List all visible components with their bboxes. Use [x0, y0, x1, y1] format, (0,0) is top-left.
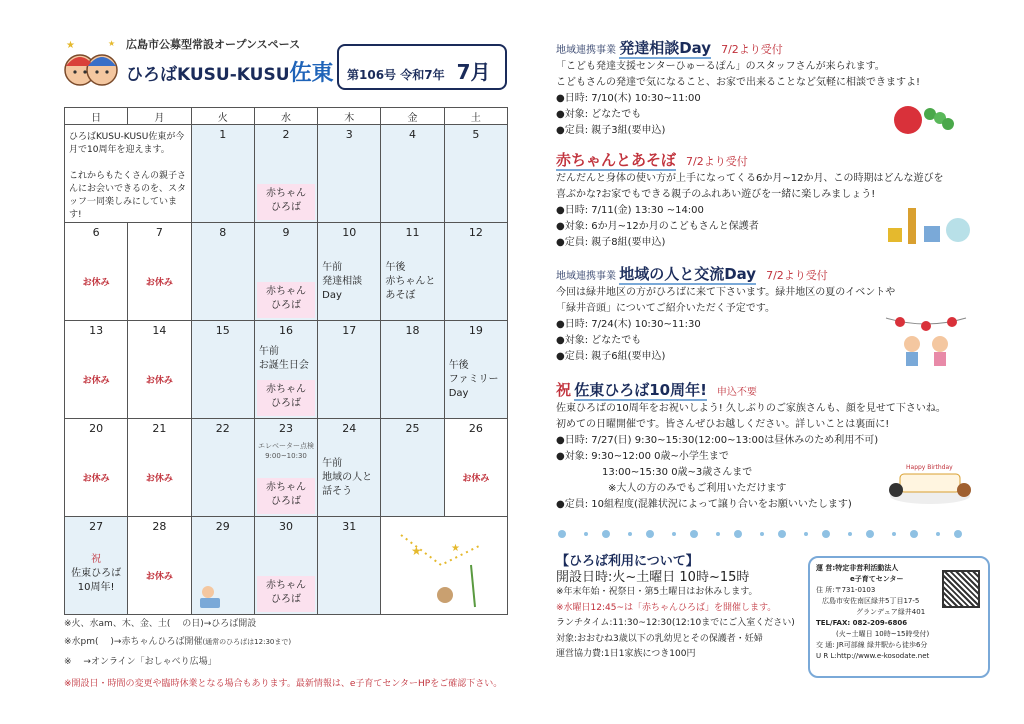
day-cell-13	[65, 321, 128, 419]
section-mark: 祝	[556, 381, 572, 399]
section-line: ●日時: 7/11(金) 13:30 ~14:00	[556, 205, 704, 216]
closed-label: お休み	[82, 474, 110, 484]
section-line: ●対象: 6か月~12か月のこどもさんと保護者	[556, 221, 759, 232]
day-cell-19	[444, 321, 507, 419]
section-title: 赤ちゃんとあそぼ	[556, 151, 677, 169]
day-cell-3	[318, 125, 381, 223]
day-number: 29	[215, 520, 230, 533]
event-line: 午前	[258, 346, 279, 357]
closed-label: お休み	[462, 474, 490, 484]
weekday-tue: 火	[191, 108, 254, 125]
event-line: 発達相談	[322, 276, 363, 287]
birthday-cake-illustration	[886, 460, 974, 504]
section-line: 「緑井音頭」についてご紹介いただく予定です。	[556, 303, 775, 314]
org-line: TEL/FAX: 082-209-6806	[816, 619, 908, 627]
akachan-hiroba-badge	[257, 184, 315, 220]
section-date: 7/2より受付	[686, 155, 748, 168]
day-number: 7	[155, 226, 163, 239]
akachan-hiroba-badge	[257, 380, 315, 416]
akachan-hiroba-badge	[257, 478, 315, 514]
event-label	[385, 261, 435, 303]
event-label	[65, 553, 127, 595]
org-line: 住 所:〒731-0103	[816, 586, 876, 594]
day-cell-23	[254, 419, 317, 517]
badge-line-1: 赤ちゃん	[265, 188, 306, 199]
footnote-online: ※ →オンライン「おしゃべり広場」	[64, 657, 217, 667]
org-line: (火~土曜日 10時~15時受付)	[836, 630, 930, 638]
section-line: こどもさんの発達で気になること、お家で出来ることなど気軽に相談できますよ!	[556, 77, 921, 88]
baby-toys-icon	[884, 202, 978, 248]
day-number: 26	[468, 422, 483, 435]
day-cell-10	[318, 223, 381, 321]
section-line: 喜ぶかな?お家でもできる親子のふれあい遊びを一緒に楽しみましょう!	[556, 189, 876, 200]
section-line: ●定員: 10組程度(混雑状況によって譲り合いをお願いいたします)	[556, 499, 852, 510]
dots-divider	[556, 528, 976, 540]
day-cell-16	[254, 321, 317, 419]
day-number: 12	[468, 226, 483, 239]
weekday-mon: 月	[128, 108, 191, 125]
day-cell-31	[318, 517, 381, 615]
calendar-week-5	[65, 517, 508, 615]
section-date: 7/2より受付	[721, 43, 783, 56]
day-number: 11	[405, 226, 420, 239]
day-number: 16	[278, 324, 293, 337]
section-title: 佐東ひろば10周年!	[574, 381, 707, 399]
day-cell-1	[191, 125, 254, 223]
event-line: 午前	[322, 458, 343, 469]
day-number: 17	[342, 324, 357, 337]
section-line: ●対象: どなたでも	[556, 335, 642, 346]
badge-line-2: ひろば	[270, 300, 301, 311]
event-line: 10周年!	[77, 582, 115, 593]
intro-text-2: これからもたくさんの親子さんにお会いできるのを、スタッフ一同楽しみにしています!	[69, 171, 187, 220]
section-prefix: 地域連携事業	[556, 45, 616, 56]
day-cell-9	[254, 223, 317, 321]
day-number: 23	[278, 422, 293, 435]
day-cell-30	[254, 517, 317, 615]
section-title: 発達相談Day	[619, 39, 712, 57]
day-number: 25	[405, 422, 420, 435]
day-number: 21	[152, 422, 167, 435]
section-line: 初めての日曜開催です。皆さんぜひお越しください。詳しいことは裏面に!	[556, 419, 890, 430]
day-cell-29	[191, 517, 254, 615]
day-number: 20	[89, 422, 104, 435]
section-prefix: 地域連携事業	[556, 271, 616, 282]
section-line: ●日時: 7/24(木) 10:30~11:30	[556, 319, 701, 330]
calendar-week-3	[65, 321, 508, 419]
calendar-week-4	[65, 419, 508, 517]
apple-caterpillar-icon	[890, 96, 956, 136]
akachan-hiroba-badge	[257, 576, 315, 612]
weekday-header-row	[65, 108, 508, 125]
event-line: あそぼ	[385, 290, 416, 301]
footnote-akachan-text: ※水pm( )→赤ちゃんひろば開催	[64, 637, 203, 647]
closed-label: お休み	[145, 572, 173, 582]
event-line: 赤ちゃんと	[385, 276, 436, 287]
note-line: エレベーター点検	[257, 442, 314, 450]
day-number: 18	[405, 324, 420, 337]
closed-label: お休み	[145, 474, 173, 484]
day-cell-8	[191, 223, 254, 321]
qr-code[interactable]	[942, 570, 980, 608]
closed-label: お休み	[82, 278, 110, 288]
section-date: 7/2より受付	[766, 269, 828, 282]
day-cell-7	[128, 223, 191, 321]
section-line: ●定員: 親子3組(要申込)	[556, 125, 666, 136]
issue-box	[337, 44, 507, 90]
section-line: だんだんと身体の使い方が上手になってくる6か月~12か月、この時期はどんな遊びを	[556, 173, 944, 184]
section-line: ●定員: 親子8組(要申込)	[556, 237, 666, 248]
day-cell-11	[381, 223, 444, 321]
note-line: 9:00~10:30	[265, 452, 307, 460]
usage-note: ※水曜日12:45~は「赤ちゃんひろば」を開催します。	[556, 602, 777, 613]
svg-text:★: ★	[66, 40, 75, 51]
org-line: e子育てセンター	[850, 575, 904, 583]
day-number: 30	[278, 520, 293, 533]
day-cell-25	[381, 419, 444, 517]
day-cell-17	[318, 321, 381, 419]
day-cell-14	[128, 321, 191, 419]
day-cell-18	[381, 321, 444, 419]
calendar-week-2	[65, 223, 508, 321]
section-line: 13:00~15:30 0歳~3歳さんまで	[602, 467, 753, 478]
event-line: 午前	[322, 262, 343, 273]
section-title: 地域の人と交流Day	[619, 265, 757, 283]
weekday-thu: 木	[318, 108, 381, 125]
elevator-note	[255, 441, 317, 461]
day-cell-22	[191, 419, 254, 517]
tanabata-stars-icon	[391, 525, 491, 609]
festival-children-icon	[884, 310, 968, 366]
section-line: ●対象: 9:30~12:00 0歳~小学生まで	[556, 451, 729, 462]
event-line: Day	[322, 290, 342, 301]
org-line: 運 営:特定非営利活動法人	[816, 564, 899, 572]
event-label	[449, 359, 499, 401]
akachan-hiroba-badge	[257, 282, 315, 318]
closed-label: お休み	[145, 376, 173, 386]
event-label	[259, 345, 309, 373]
event-line: 午後	[385, 262, 406, 273]
weekday-sat: 土	[444, 108, 507, 125]
day-number: 4	[409, 128, 417, 141]
day-number: 27	[89, 520, 104, 533]
birthday-cake-text: Happy Birthday	[906, 464, 953, 471]
day-number: 8	[219, 226, 227, 239]
section-line: ※大人の方のみでもご利用いただけます	[608, 483, 787, 494]
day-cell-2	[254, 125, 317, 223]
calendar-week-1	[65, 125, 508, 223]
tanabata-illustration-cell	[381, 517, 508, 615]
usage-note: 運営協力費:1日1家族につき100円	[556, 649, 696, 659]
event-line: 佐東ひろば	[71, 568, 122, 579]
day-cell-27	[65, 517, 128, 615]
usage-info	[556, 554, 806, 663]
day-number: 3	[345, 128, 353, 141]
section-line: 「こども発達支援センターひゅーるぽん」のスタッフさんが来られます。	[556, 61, 885, 72]
event-line: 話そう	[322, 486, 353, 497]
day-number: 9	[282, 226, 290, 239]
usage-hours: 開設日時:火~土曜日 10時~15時	[556, 569, 750, 585]
day-cell-28	[128, 517, 191, 615]
footnote-open-days: ※火、水am、木、金、土( の日)→ひろば開設	[64, 619, 257, 629]
organization-box	[808, 556, 990, 678]
badge-line-1: 赤ちゃん	[265, 384, 306, 395]
badge-line-2: ひろば	[270, 202, 301, 213]
closed-label: お休み	[145, 278, 173, 288]
day-cell-4	[381, 125, 444, 223]
day-cell-12	[444, 223, 507, 321]
usage-note: ランチタイム:11:30~12:30(12:10までにご入室ください)	[556, 618, 795, 628]
event-line: 午後	[448, 360, 469, 371]
day-number: 19	[468, 324, 483, 337]
header-subtitle: 広島市公募型常設オープンスペース	[126, 38, 301, 51]
kusu-kusu-logo	[60, 36, 122, 94]
issue-number: 第106号 令和7年	[347, 68, 445, 82]
svg-text:★: ★	[451, 543, 461, 554]
weekday-sun: 日	[65, 108, 128, 125]
section-date: 申込不要	[716, 387, 757, 398]
badge-line-1: 赤ちゃん	[265, 286, 306, 297]
weekday-fri: 金	[381, 108, 444, 125]
day-number: 24	[342, 422, 357, 435]
closed-label: お休み	[82, 376, 110, 386]
badge-line-2: ひろば	[270, 594, 301, 605]
calendar-table	[64, 107, 508, 615]
header-title	[126, 56, 334, 87]
badge-line-2: ひろば	[270, 496, 301, 507]
event-line: 祝	[91, 554, 102, 565]
footnote-akachan-small: (通常のひろばは12:30まで)	[202, 638, 292, 646]
day-number: 10	[342, 226, 357, 239]
badge-line-1: 赤ちゃん	[265, 580, 306, 591]
day-cell-6	[65, 223, 128, 321]
calendar-intro-cell	[65, 125, 192, 223]
section-line: ●対象: どなたでも	[556, 109, 642, 120]
section-line: 佐東ひろばの10周年をお祝いしよう! 久しぶりのご家族さんも、顔を見せて下さいね。	[556, 403, 946, 414]
day-cell-15	[191, 321, 254, 419]
org-line: グランデュア緑井401	[856, 608, 926, 616]
org-line[interactable]: U R L:http://www.e-kosodate.net	[816, 652, 930, 660]
usage-heading: 【ひろば利用について】	[556, 554, 699, 569]
section-line: ●日時: 7/10(木) 10:30~11:00	[556, 93, 701, 104]
section-line: ●日時: 7/27(日) 9:30~15:30(12:00~13:00は昼休みのため利用不可)	[556, 435, 879, 446]
day-number: 31	[342, 520, 357, 533]
usage-note: 対象:おおむね3歳以下の乳幼児とその保護者・妊婦	[556, 633, 763, 644]
org-line: 交 通: JR可部線 緑井駅から徒歩6分	[816, 641, 928, 649]
day-number: 5	[472, 128, 480, 141]
day-number: 1	[219, 128, 227, 141]
event-line: Day	[448, 388, 469, 399]
event-line: 地域の人と	[322, 472, 373, 483]
org-line: 広島市安佐南区緑井5丁目17-5	[822, 597, 920, 605]
day-number: 2	[282, 128, 290, 141]
day-cell-24	[318, 419, 381, 517]
day-number: 28	[152, 520, 167, 533]
usage-note: ※年末年始・祝祭日・第5土曜日はお休みします。	[556, 587, 758, 597]
day-cell-21	[128, 419, 191, 517]
header-title-big: 佐東	[289, 61, 334, 86]
event-line: ファミリー	[448, 374, 499, 385]
day-number: 6	[92, 226, 100, 239]
badge-line-2: ひろば	[270, 398, 301, 409]
section-line: ●定員: 親子6組(要申込)	[556, 351, 666, 362]
badge-line-1: 赤ちゃん	[265, 482, 306, 493]
day-number: 14	[152, 324, 167, 337]
event-label	[322, 261, 362, 303]
svg-text:★: ★	[108, 39, 116, 48]
day-cell-5	[444, 125, 507, 223]
day-cell-26	[444, 419, 507, 517]
online-chat-icon	[196, 584, 226, 610]
calendar-intro	[69, 131, 187, 222]
header-title-prefix: ひろばKUSU-KUSU	[126, 65, 290, 85]
day-number: 13	[89, 324, 104, 337]
issue-month: 7月	[456, 60, 491, 84]
intro-text-1: ひろばKUSU-KUSU佐東が今月で10周年を迎えます。	[69, 132, 185, 155]
weekday-wed: 水	[254, 108, 317, 125]
event-label	[322, 457, 372, 499]
footnote-akachan	[64, 634, 291, 647]
section-line: 今回は緑井地区の方がひろばに来て下さいます。緑井地区の夏のイベントや	[556, 287, 896, 298]
day-number: 15	[215, 324, 230, 337]
day-number: 22	[215, 422, 230, 435]
day-cell-20	[65, 419, 128, 517]
event-line: お誕生日会	[258, 360, 309, 371]
svg-text:★: ★	[411, 544, 423, 558]
footnote-warning: ※開設日・時間の変更や臨時休業となる場合もあります。最新情報は、e子育てセンターHPをご確認下さい。	[64, 679, 503, 689]
